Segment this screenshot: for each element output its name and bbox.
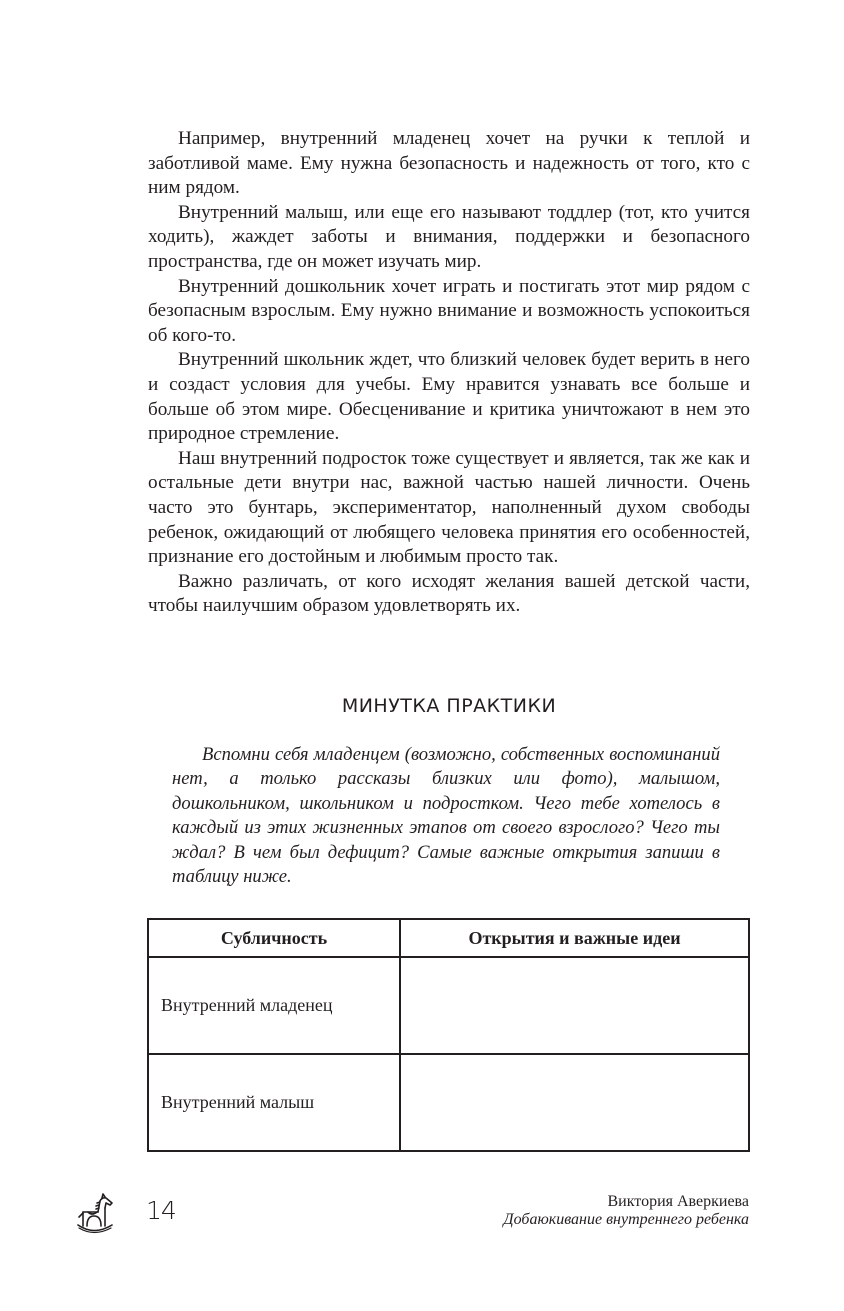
page-number: 14: [146, 1196, 176, 1225]
book-title: Добаюкивание внутреннего ребенка: [503, 1211, 749, 1228]
paragraph: Внутренний школьник ждет, что близкий человек будет верить в него и создаст условия для учебы. Ему нравится узнавать все больше и больше об этом мире. Обесценивание и критика уничтожают в нем это природное стремление.: [148, 349, 750, 445]
running-footer: [503, 1193, 749, 1229]
rocking-horse-icon: [76, 1192, 116, 1236]
table-row: [148, 957, 749, 1054]
author-name: Виктория Аверкиева: [607, 1193, 749, 1210]
paragraph: Важно различать, от кого исходят желания вашей детской части, чтобы наилучшим образом удовлетворять их.: [148, 570, 750, 617]
table-cell-sublichnost: Внутренний малыш: [148, 1054, 400, 1151]
table-cell-discoveries: [400, 1054, 749, 1151]
column-header-discoveries: Открытия и важные идеи: [400, 919, 749, 957]
column-header-sublichnost: Субличность: [148, 919, 400, 957]
table-header-row: [148, 919, 749, 957]
practice-table: [147, 918, 750, 1152]
practice-instruction: Вспомни себя младенцем (возможно, собственных воспоминаний нет, а только рассказы близких или фото), малышом, дошкольником, школьником и подростком. Чего тебе хотелось в каждый из этих жизненных этапов от своего взрослого? Чего ты ждал? В чем был дефицит? Самые важные открытия запиши в таблицу ниже.: [172, 744, 720, 888]
body-text: [148, 127, 750, 619]
paragraph: Внутренний дошкольник хочет играть и постигать этот мир рядом с безопасным взрослым. Ему нужно внимание и возможность успокоиться об кого-то.: [148, 275, 750, 346]
paragraph: Например, внутренний младенец хочет на ручки к теплой и заботливой маме. Ему нужна безопасность и надежность от того, кто с ним рядом.: [148, 128, 750, 199]
table-cell-discoveries: [400, 957, 749, 1054]
table-row: [148, 1054, 749, 1151]
table-cell-sublichnost: Внутренний младенец: [148, 957, 400, 1054]
paragraph: Внутренний малыш, или еще его называют тоддлер (тот, кто учится ходить), жаждет заботы и внимания, поддержки и безопасного пространства, где он может изучать мир.: [148, 201, 750, 272]
paragraph: Наш внутренний подросток тоже существует и является, так же как и остальные дети внутри нас, важной частью нашей личности. Очень часто это бунтарь, экспериментатор, наполненный духом свободы ребенок, ожидающий от любящего человека принятия его особенностей, признание его достойным и любимым просто так.: [148, 447, 750, 568]
section-title: МИНУТКА ПРАКТИКИ: [341, 695, 557, 717]
